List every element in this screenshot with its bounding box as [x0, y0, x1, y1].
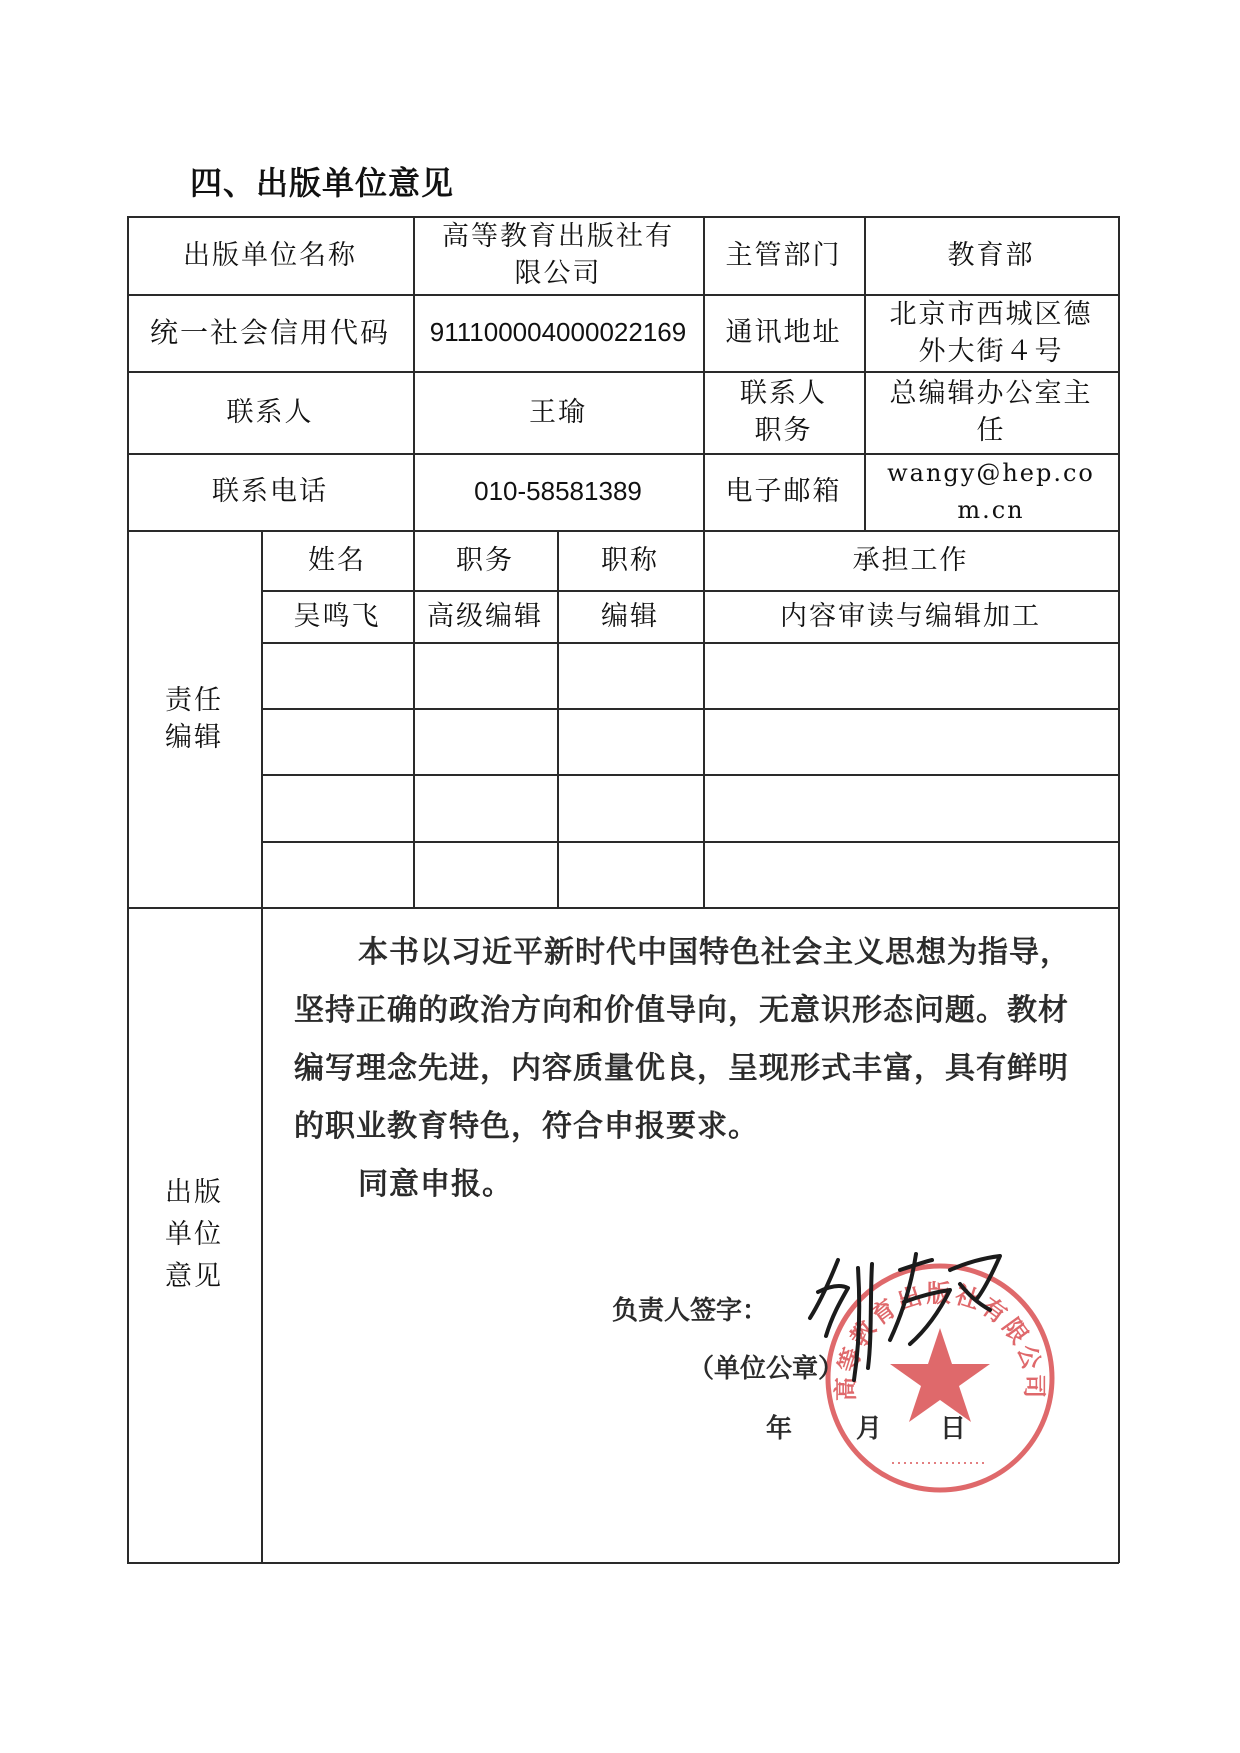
supervisor-value: 教育部 — [947, 239, 1035, 271]
contact-title-value: 总编辑办公室主任 — [889, 378, 1093, 446]
supervisor-label: 主管部门 — [725, 239, 842, 271]
stamp-label: （单位公章） — [688, 1354, 845, 1384]
publisher-name-value: 高等教育出版社有限公司 — [442, 221, 674, 289]
address-label: 通讯地址 — [725, 317, 842, 348]
signature-label: 负责人签字： — [612, 1296, 769, 1326]
day-label: 日 — [940, 1414, 967, 1444]
email-label: 电子邮箱 — [725, 476, 842, 507]
editors-section-label: 责任编辑 — [165, 684, 223, 753]
editors-header-name: 姓名 — [308, 544, 366, 576]
editors-header-rank: 职称 — [601, 544, 659, 576]
year-label: 年 — [766, 1414, 793, 1444]
opinion-paragraph-agree: 同意申报。 — [358, 1167, 513, 1202]
editors-header-work: 承担工作 — [852, 544, 969, 576]
opinion-section-label: 出版单位意见 — [165, 1176, 223, 1292]
editors-header-post: 职务 — [456, 544, 514, 576]
publisher-name-label: 出版单位名称 — [183, 239, 357, 271]
opinion-text — [294, 924, 1084, 1214]
phone-value: 010-58581389 — [474, 476, 642, 506]
contact-label: 联系人 — [226, 396, 314, 428]
credit-code-label: 统一社会信用代码 — [149, 316, 390, 349]
editor-name: 吴鸣飞 — [293, 600, 381, 632]
editor-rank: 编辑 — [601, 600, 659, 632]
address-value: 北京市西城区德外大街４号 — [889, 298, 1093, 367]
section-title: 四、出版单位意见 — [190, 164, 455, 202]
seal-text: 高等教育出版社有限公司 — [831, 1279, 1049, 1402]
email-value: wangy@hep.com.cn — [887, 458, 1095, 524]
month-label: 月 — [856, 1414, 883, 1444]
editor-work: 内容审读与编辑加工 — [780, 600, 1041, 632]
contact-title-label: 联系人职务 — [740, 378, 827, 446]
credit-code-value: 911100004000022169 — [429, 317, 687, 347]
opinion-paragraph: 本书以习近平新时代中国特色社会主义思想为指导，坚持正确的政治方向和价值导向，无意识形态问题。教材编写理念先进，内容质量优良，呈现形式丰富，具有鲜明的职业教育特色，符合申报要求。 — [294, 935, 1071, 1144]
handwritten-signature-icon — [800, 1240, 1010, 1390]
contact-value: 王瑜 — [529, 396, 587, 428]
editor-post: 高级编辑 — [427, 600, 543, 632]
phone-label: 联系电话 — [212, 476, 328, 507]
